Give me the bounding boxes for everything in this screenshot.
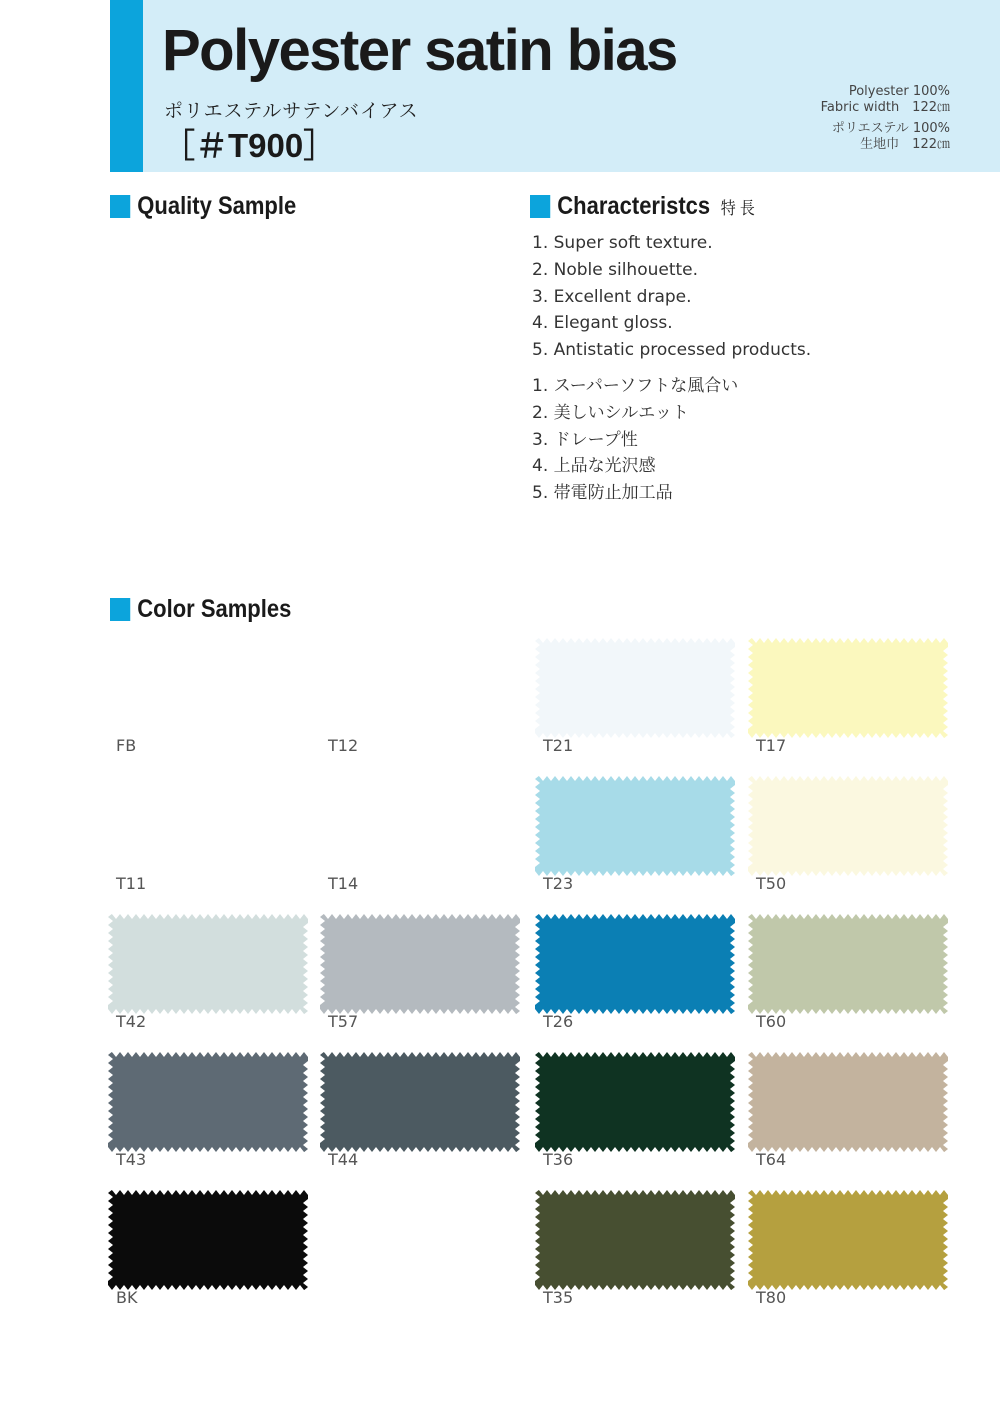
swatch-fabric-shape: [108, 1052, 308, 1152]
swatch-code-label: T17: [756, 736, 787, 755]
section-square-icon: [530, 195, 550, 218]
swatch-fabric-shape: [748, 1052, 948, 1152]
characteristics-heading: [530, 192, 755, 221]
swatch-fill: [535, 638, 735, 738]
swatch-fill: [108, 1052, 308, 1152]
swatch-code-label: T43: [116, 1150, 147, 1169]
color-swatch-fb: [108, 638, 308, 738]
swatch-fabric-shape: [108, 914, 308, 1014]
swatch-fill: [748, 638, 948, 738]
spec-jp: [832, 121, 950, 153]
swatch-fabric-shape: [535, 1190, 735, 1290]
swatch-fabric-shape: [108, 638, 308, 738]
list-item: 4. Elegant gloss.: [532, 313, 673, 334]
color-swatch-t64: [748, 1052, 948, 1152]
color-swatch-t17: [748, 638, 948, 738]
swatch-code-label: T23: [543, 874, 574, 893]
color-samples-label: Color Samples: [137, 595, 292, 623]
swatch-fill: [535, 1052, 735, 1152]
swatch-code-label: T44: [328, 1150, 359, 1169]
color-samples-heading: [110, 595, 291, 624]
color-swatch-t23: [535, 776, 735, 876]
color-swatch-t80: [748, 1190, 948, 1290]
color-swatch-bk: [108, 1190, 308, 1290]
swatch-code-label: BK: [116, 1288, 138, 1307]
swatch-fabric-shape: [748, 776, 948, 876]
swatch-fill: [748, 1052, 948, 1152]
swatch-fabric-shape: [320, 638, 520, 738]
swatch-fabric-shape: [535, 776, 735, 876]
swatch-code-label: T11: [116, 874, 147, 893]
color-swatch-t42: [108, 914, 308, 1014]
product-code: ［＃T900］: [162, 127, 337, 164]
color-swatch-t43: [108, 1052, 308, 1152]
list-item: 1. Super soft texture.: [532, 233, 713, 253]
swatch-fabric-shape: [535, 638, 735, 738]
swatch-fill: [108, 1190, 308, 1290]
swatch-fill: [748, 1190, 948, 1290]
swatch-fabric-shape: [535, 1052, 735, 1152]
spec-width: Fabric width 122㎝: [820, 100, 950, 115]
list-item: 2. 美しいシルエット: [532, 402, 689, 423]
swatch-code-label: FB: [116, 736, 137, 755]
color-swatch-t14: [320, 776, 520, 876]
swatch-fabric-shape: [748, 1190, 948, 1290]
header-banner: [110, 0, 1000, 172]
swatch-code-label: T12: [328, 736, 359, 755]
list-item: 3. Excellent drape.: [532, 286, 692, 307]
section-square-icon: [110, 598, 130, 621]
quality-sample-label: Quality Sample: [137, 192, 297, 220]
swatch-fabric-shape: [748, 914, 948, 1014]
section-square-icon: [110, 195, 130, 218]
spec-en: [821, 84, 950, 116]
list-item: 2. Noble silhouette.: [532, 259, 699, 280]
characteristics-label: Characteristcs: [557, 192, 711, 220]
swatch-fill: [320, 776, 520, 876]
color-swatch-t44: [320, 1052, 520, 1152]
list-item: 4. 上品な光沢感: [532, 456, 656, 477]
swatch-fabric-shape: [108, 1190, 308, 1290]
characteristics-list-en: [532, 230, 811, 364]
swatch-code-label: T36: [543, 1150, 574, 1169]
swatch-fabric-shape: [748, 638, 948, 738]
swatch-fabric-shape: [320, 1052, 520, 1152]
swatch-code-label: T35: [543, 1288, 574, 1307]
swatch-fabric-shape: [108, 776, 308, 876]
swatch-fill: [108, 638, 308, 738]
color-swatch-t12: [320, 638, 520, 738]
swatch-fabric-shape: [320, 914, 520, 1014]
swatch-fill: [535, 776, 735, 876]
list-item: 5. 帯電防止加工品: [532, 483, 673, 504]
characteristics-label-jp: 特 長: [720, 199, 755, 218]
swatch-code-label: T42: [116, 1012, 147, 1031]
list-item: 1. スーパーソフトな風合い: [532, 376, 739, 396]
product-subtitle-jp: ポリエステルサテンバイアス: [164, 100, 419, 122]
product-title: Polyester satin bias: [162, 18, 677, 83]
swatch-code-label: T50: [756, 874, 787, 893]
swatch-fill: [748, 776, 948, 876]
swatch-fill: [320, 638, 520, 738]
swatch-fill: [320, 914, 520, 1014]
characteristics-list-jp: [532, 373, 738, 507]
swatch-fill: [108, 776, 308, 876]
color-swatch-t21: [535, 638, 735, 738]
color-swatch-t26: [535, 914, 735, 1014]
color-swatch-t11: [108, 776, 308, 876]
color-swatch-t57: [320, 914, 520, 1014]
header-accent-bar: [110, 0, 143, 172]
spec-material: Polyester 100%: [848, 84, 950, 99]
swatch-code-label: T80: [756, 1288, 787, 1307]
spec-width-jp: 生地巾 122㎝: [860, 137, 950, 152]
swatch-code-label: T64: [756, 1150, 787, 1169]
color-swatch-t36: [535, 1052, 735, 1152]
swatch-fill: [320, 1052, 520, 1152]
list-item: 3. ドレープ性: [532, 429, 638, 450]
color-swatch-t35: [535, 1190, 735, 1290]
spec-material-jp: ポリエステル 100%: [831, 121, 950, 136]
swatch-fill: [535, 914, 735, 1014]
swatch-code-label: T14: [328, 874, 359, 893]
quality-sample-heading: [110, 192, 296, 221]
swatch-fill: [535, 1190, 735, 1290]
color-swatch-t50: [748, 776, 948, 876]
color-swatch-t60: [748, 914, 948, 1014]
swatch-code-label: T21: [543, 736, 574, 755]
swatch-code-label: T60: [756, 1012, 787, 1031]
swatch-fabric-shape: [535, 914, 735, 1014]
swatch-fill: [108, 914, 308, 1014]
swatch-fill: [748, 914, 948, 1014]
list-item: 5. Antistatic processed products.: [532, 340, 812, 361]
swatch-code-label: T57: [328, 1012, 359, 1031]
swatch-fabric-shape: [320, 776, 520, 876]
swatch-code-label: T26: [543, 1012, 574, 1031]
